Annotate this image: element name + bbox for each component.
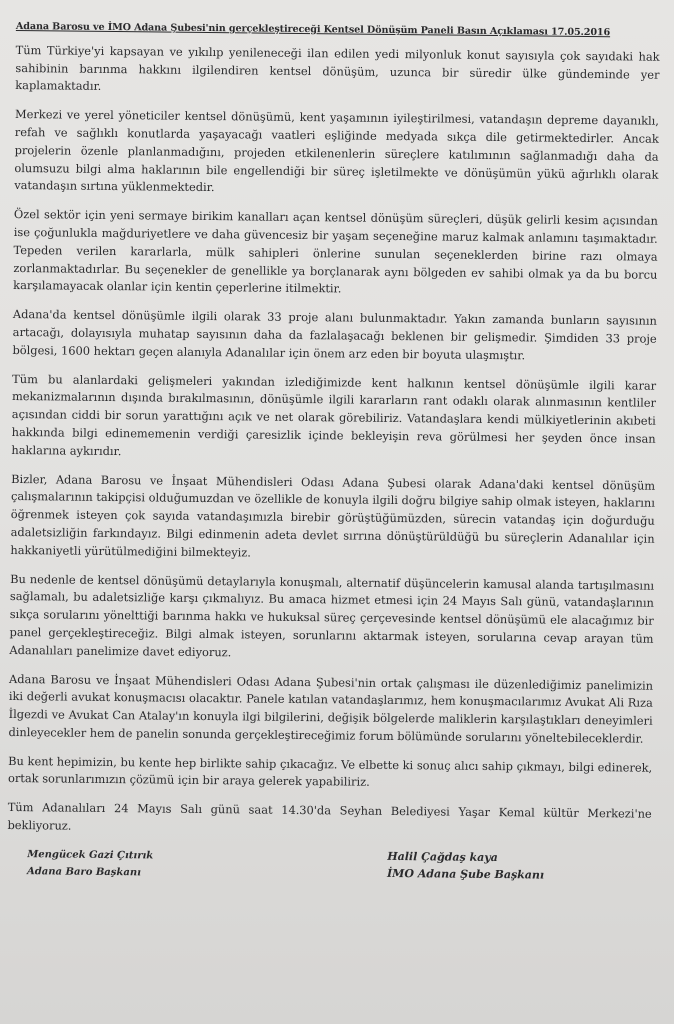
paragraph-2: Merkezi ve yerel yöneticiler kentsel dönüşümü, kent yaşamının iyileştirilmesi, vatandaşın depreme dayanıklı, refah ve sağlıklı konutlarda yaşayacağı vaatleri eşliğinde medyada sıkça dile getirmektedirler. Ancak projelerin özenle planlanmadığını, projeden etkilenenlerin süreçlere katılımının sağlanmadığı daha da olumsuzu bilgi alma haklarının bile engellendiği bir süreç işletilmekte ve dönüşümün yükü ağırlıklı olarak vatandaşın sırtına yüklenmektedir. [14, 107, 660, 195]
signatory-right-name: Halil Çağdaş kaya [387, 849, 498, 864]
signature-block [7, 846, 651, 903]
paragraph-1: Tüm Türkiye'yi kapsayan ve yıkılıp yenileneceği ilan edilen yedi milyonluk konut sayısıyla çok sayıdaki hak sahibinin barınma hakkını ilgilendiren kentsel dönüşüm, uzunca bir süredir ülke gündeminde yer kaplamaktadır. [15, 42, 660, 94]
signatory-left-name: Mengücek Gazi Çıtırık [27, 849, 154, 862]
paragraph-7: Bu nedenle de kentsel dönüşümü detaylarıyla konuşmalı, alternatif düşüncelerin kamusal alanda tartışılmasını sağlamalı, bu adaletsizliğe karşı çıkmalıyız. Bu amaca hizmet etmesi için 24 Mayıs Salı günü, vatandaşlarının sıkça sorularını yönelttiği barınma hakkı ve hukuksal süreç çerçevesinde kentsel dönüşümü ele alacağımız bir panel gerçekleştireceğiz. Bilgi almak isteyen, sorunlarını aktarmak isteyen, sorularına cevap arayan tüm Adanalıları panelimize davet ediyoruz. [9, 571, 655, 659]
paragraph-8: Adana Barosu ve İnşaat Mühendisleri Odası Adana Şubesi'nin ortak çalışması ile düzenlediğimiz panelimizin iki değerli avukat konuşmacısı olacaktır. Panele katılan vatandaşlarımız, hem konuşmacılarımız Avukat Ali Rıza İlgezdi ve Avukat Can Atalay'ın konuyla ilgi bilgilerini, değişik bölgelerde maliklerin karşılaştıkları deneyimleri dinleyecekler hem de panelin sonunda gerçekleştireceğimiz forum bölümünde sorularını yöneltebileceklerdir. [8, 671, 654, 746]
paragraph-4: Adana'da kentsel dönüşümle ilgili olarak 33 proje alanı bulunmaktadır. Yakın zamanda bunların sayısının artacağı, dolayısıyla muhatap sayısının daha da fazlalaşacağı beklenen bir gelişmedir. Şimdiden 33 proje bölgesi, 1600 hektarı geçen alanıyla Adanalılar için önem arz eden bir boyuta ulaşmıştır. [12, 307, 657, 363]
signatory-left-title: Adana Baro Başkanı [27, 866, 141, 879]
document-title: Adana Barosu ve İMO Adana Şubesi'nin gerçekleştireceği Kentsel Dönüşüm Paneli Basın Açıklaması 17.05.2016 [15, 20, 611, 39]
paragraph-10: Tüm Adanalıları 24 Mayıs Salı günü saat 14.30'da Seyhan Belediyesi Yaşar Kemal kültür Merkezi'ne bekliyoruz. [7, 800, 652, 833]
signature-left [27, 846, 153, 881]
signatory-right-title: İMO Adana Şube Başkanı [386, 866, 545, 882]
paragraph-6: Bizler, Adana Barosu ve İnşaat Mühendisleri Odası Adana Şubesi olarak Adana'daki kentsel dönüşüm çalışmalarının takipçisi olduğumuzdan ve özellikle de konuyla ilgili doğru bilgiye sahip olmak isteyen, haklarını öğrenmek isteyen çok sayıda vatandaşımızla birebir görüştüğümüzden, sürecin vatandaş için doğurduğu adaletsizliğin farkındayız. Bilgi edinmenin adeta devlet sırrına dönüştürüldüğü bu süreçlerin Adanalılar için hakkaniyetli yürütülmediğini bilmekteyiz. [10, 471, 656, 560]
paragraph-5: Tüm bu alanlardaki gelişmeleri yakından izlediğimizde kent halkının kentsel dönüşümle ilgili karar mekanizmalarının dışında bırakılmasının, dönüşümle ilgili kararların rant odaklı olarak alınmasının kentliler açısından ciddi bir sorun yarattığını açık ve net olarak görebiliriz. Vatandaşlara kendi mülkiyetlerinin akıbeti hakkında bilgi edinememenin verdiği çaresizlik içinde bekleyişin reva görülmesi her şeyden önce insan haklarına aykırıdır. [11, 371, 657, 458]
paragraph-3: Özel sektör için yeni sermaye birikim kanalları açan kentsel dönüşüm süreçleri, düşük gelirli kesim açısından ise çoğunlukla mağduriyetlere ve daha güvencesiz bir yaşam seçeneğine maruz kalmak anlamını taşımaktadır. Tepeden verilen kararlarla, mülk sahipleri önlerine sunulan seçeneklerden birine razı olmaya zorlanmaktadırlar. Bu seçenekler de genellikle ya borçlanarak aynı bölgeden ev sahibi olmak ya da bu borcu karşılamayacak olanlar için kentin çeperlerine itilmektir. [13, 207, 658, 296]
paragraph-9: Bu kent hepimizin, bu kente hep birlikte sahip çıkacağız. Ve elbette ki sonuç alıcı sahip çıkmayı, bilgi edinerek, ortak sorunlarımızın çözümü için bir araya gelerek yapabiliriz. [7, 753, 653, 790]
signature-right [387, 848, 544, 884]
press-release [7, 18, 660, 903]
